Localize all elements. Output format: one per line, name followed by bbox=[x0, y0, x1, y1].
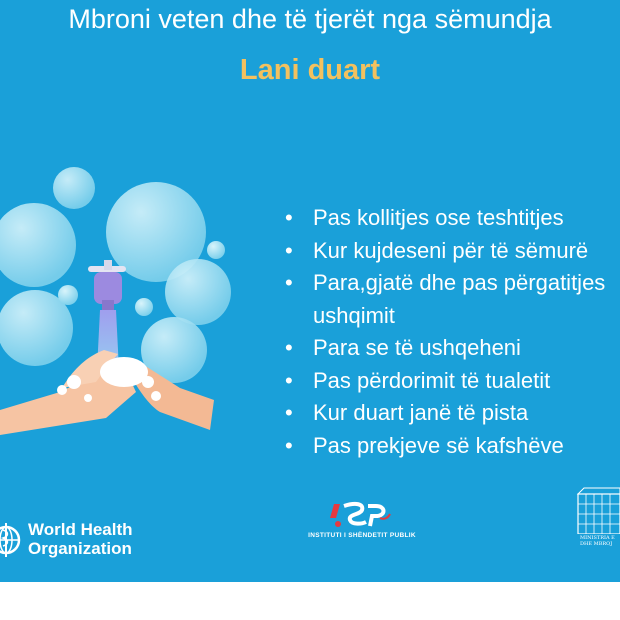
ministry-building-icon bbox=[574, 484, 620, 534]
list-item: • Para,gjatë dhe pas përgatitjes ushqimit bbox=[285, 267, 620, 332]
list-item: • Kur duart janë të pista bbox=[285, 397, 620, 430]
list-item: • Pas kollitjes ose teshtitjes bbox=[285, 202, 620, 235]
handwash-illustration bbox=[0, 160, 250, 440]
list-item: • Pas prekjeve së kafshëve bbox=[285, 430, 620, 463]
who-emblem-icon bbox=[0, 518, 24, 562]
who-logo: World Health Organization bbox=[0, 514, 170, 564]
list-item: • Pas përdorimit të tualetit bbox=[285, 365, 620, 398]
bullet-icon: • bbox=[285, 270, 293, 295]
list-item: • Kur kujdeseni për të sëmurë bbox=[285, 235, 620, 268]
page-subtitle: Lani duart bbox=[239, 54, 381, 86]
bullet-icon: • bbox=[285, 335, 293, 360]
bullet-icon: • bbox=[285, 367, 293, 393]
ministry-logo: MINISTRIA E DHE MBROJ bbox=[574, 484, 620, 554]
bullet-icon: • bbox=[285, 205, 293, 230]
isp-logo: INSTITUTI I SHËNDETIT PUBLIK bbox=[292, 500, 432, 550]
page-title: Mbroni veten dhe të tjerët nga sëmundja bbox=[68, 4, 552, 34]
bullet-icon: • bbox=[285, 432, 293, 458]
handwash-occasions-list bbox=[285, 202, 620, 462]
list-item: • Para se të ushqeheni bbox=[285, 332, 620, 365]
bullet-icon: • bbox=[285, 400, 293, 425]
bullet-icon: • bbox=[285, 237, 293, 263]
isp-mark-icon bbox=[292, 500, 432, 532]
